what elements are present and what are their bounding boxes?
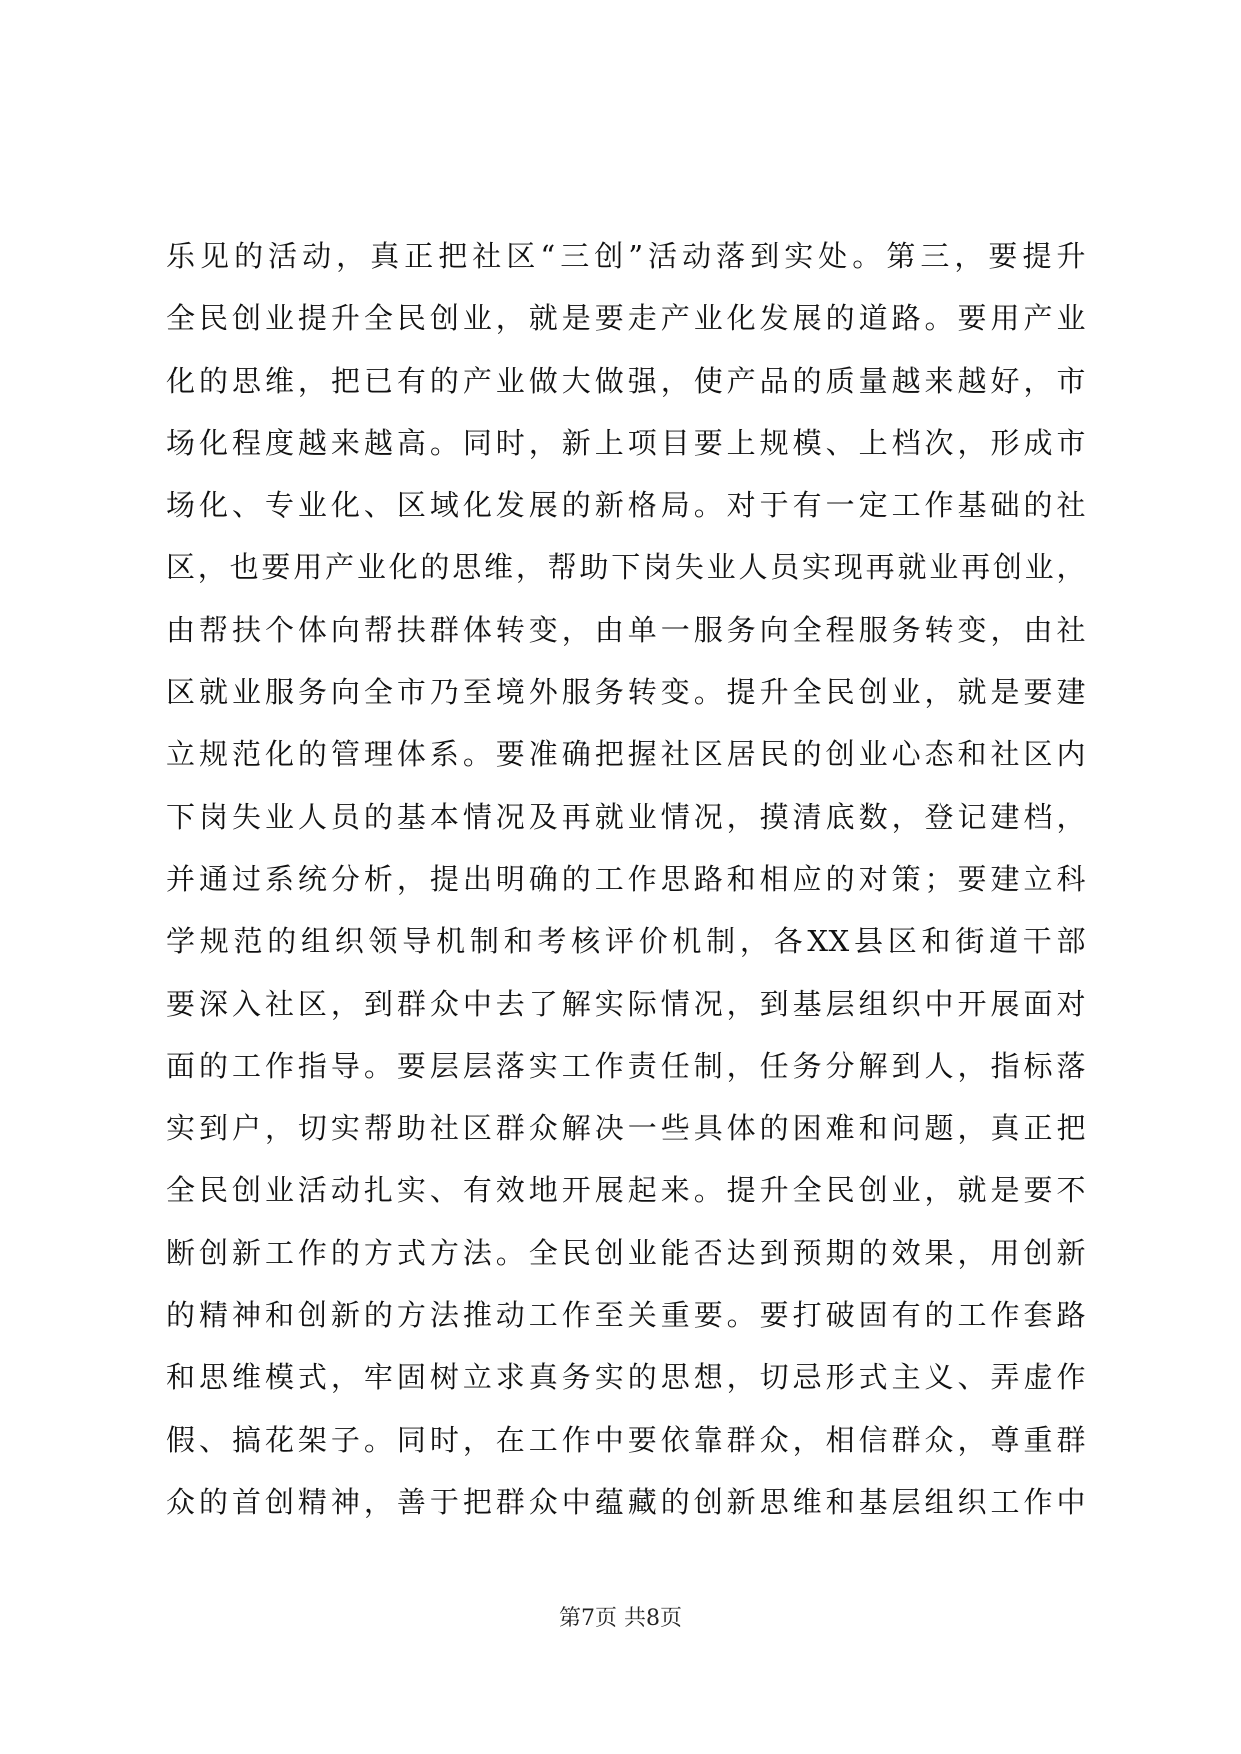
text-line: 场化、专业化、区域化发展的新格局。对于有一定工作基础的社 (166, 488, 1086, 523)
text-line: 实到户，切实帮助社区群众解决一些具体的困难和问题，真正把 (166, 1111, 1086, 1146)
body-text (166, 225, 1086, 1533)
text-line: 要深入社区，到群众中去了解实际情况，到基层组织中开展面对 (166, 986, 1086, 1021)
page-number-footer: 第7页 共8页 (559, 1606, 682, 1631)
text-line: 的精神和创新的方法推动工作至关重要。要打破固有的工作套路 (166, 1298, 1086, 1333)
text-line: 众的首创精神，善于把群众中蕴藏的创新思维和基层组织工作中 (166, 1484, 1086, 1519)
text-line: 假、搞花架子。同时，在工作中要依靠群众，相信群众，尊重群 (166, 1422, 1086, 1457)
text-line: 和思维模式，牢固树立求真务实的思想，切忌形式主义、弄虚作 (166, 1360, 1086, 1395)
text-line: 区就业服务向全市乃至境外服务转变。提升全民创业，就是要建 (166, 675, 1086, 710)
text-line: 下岗失业人员的基本情况及再就业情况，摸清底数，登记建档， (166, 799, 1086, 834)
text-line: 区，也要用产业化的思维，帮助下岗失业人员实现再就业再创业， (166, 550, 1086, 585)
text-line: 学规范的组织领导机制和考核评价机制，各XX县区和街道干部 (166, 924, 1086, 959)
text-line: 乐见的活动，真正把社区“三创”活动落到实处。第三，要提升 (166, 239, 1086, 273)
text-line: 全民创业提升全民创业，就是要走产业化发展的道路。要用产业 (166, 301, 1086, 336)
text-line: 化的思维，把已有的产业做大做强，使产品的质量越来越好，市 (166, 363, 1086, 398)
text-line: 场化程度越来越高。同时，新上项目要上规模、上档次，形成市 (166, 425, 1086, 460)
text-line: 立规范化的管理体系。要准确把握社区居民的创业心态和社区内 (166, 737, 1086, 772)
text-line: 全民创业活动扎实、有效地开展起来。提升全民创业，就是要不 (166, 1173, 1086, 1208)
text-line: 断创新工作的方式方法。全民创业能否达到预期的效果，用创新 (166, 1235, 1086, 1270)
text-line: 并通过系统分析，提出明确的工作思路和相应的对策；要建立科 (166, 861, 1086, 896)
text-line: 面的工作指导。要层层落实工作责任制，任务分解到人，指标落 (166, 1048, 1086, 1083)
text-line: 由帮扶个体向帮扶群体转变，由单一服务向全程服务转变，由社 (166, 612, 1086, 647)
